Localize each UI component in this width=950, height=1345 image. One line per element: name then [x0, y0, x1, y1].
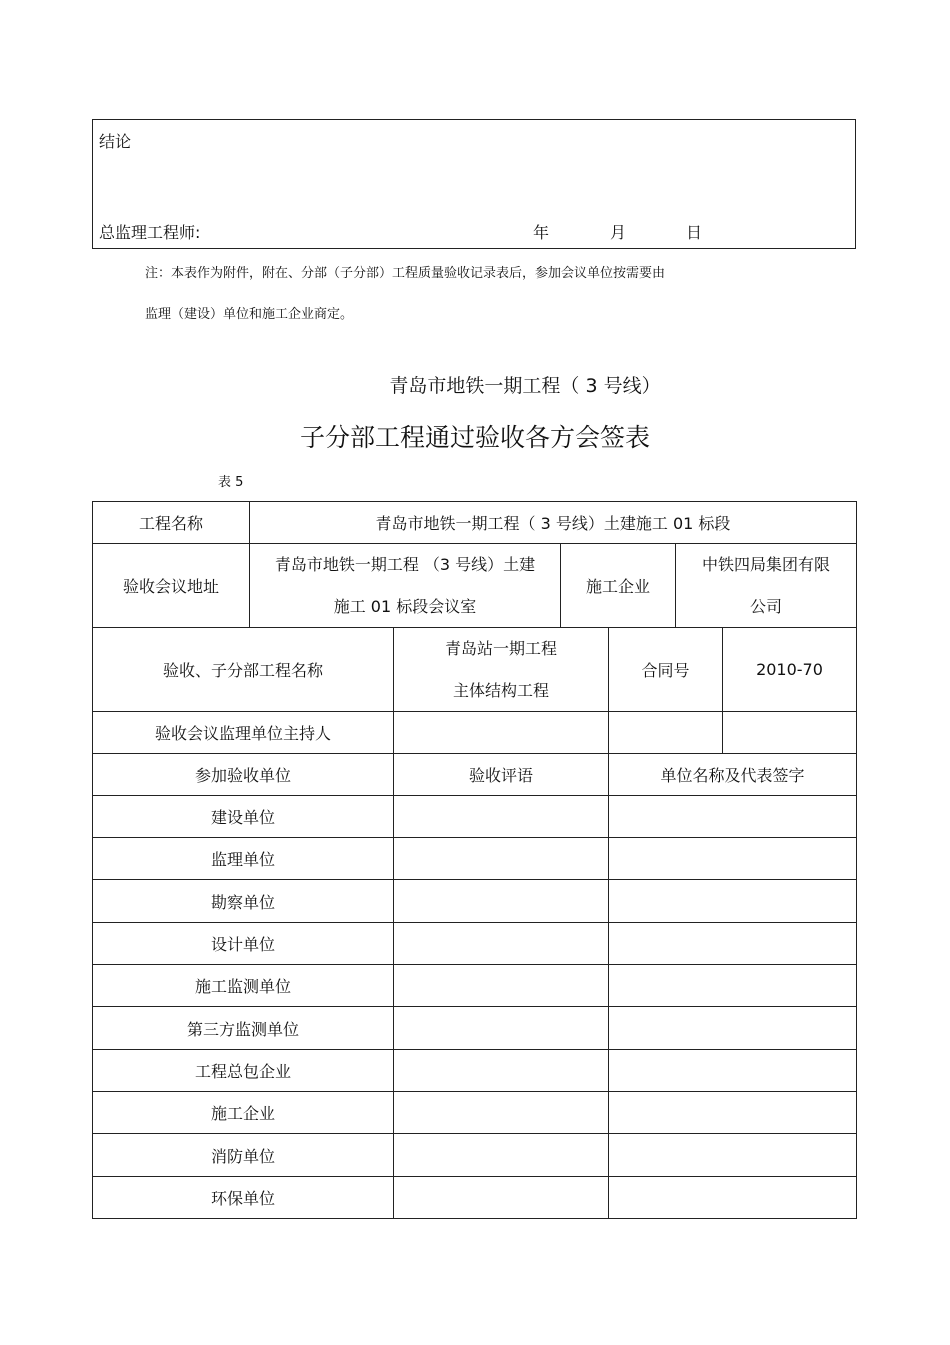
sub-project-line-2: 主体结构工程 — [452, 680, 549, 700]
unit-signature-cell — [609, 965, 856, 1006]
table-row — [92, 1007, 857, 1050]
unit-signature-cell — [609, 1050, 856, 1091]
table-row — [92, 1134, 857, 1177]
table-row-host — [92, 712, 857, 754]
unit-signature-cell — [609, 880, 856, 922]
unit-name: 环保单位 — [93, 1177, 394, 1218]
meeting-address-line-2: 施工 01 标段会议室 — [333, 596, 477, 616]
sub-project-label: 验收、子分部工程名称 — [93, 628, 394, 711]
unit-comment-cell — [394, 1134, 609, 1176]
table-row — [92, 1050, 857, 1092]
signoff-table — [92, 501, 857, 1219]
unit-signature-cell — [609, 838, 856, 879]
unit-name: 第三方监测单位 — [93, 1007, 394, 1049]
unit-comment-cell — [394, 796, 609, 837]
table-row — [92, 965, 857, 1007]
host-value-cell — [394, 712, 609, 753]
table-row — [92, 1092, 857, 1134]
unit-comment-cell — [394, 880, 609, 922]
unit-comment-cell — [394, 1092, 609, 1133]
unit-comment-cell — [394, 1177, 609, 1218]
table-row-project-name — [92, 501, 857, 544]
unit-signature-cell — [609, 1177, 856, 1218]
table-row-header — [92, 754, 857, 796]
sub-project-line-1: 青岛站一期工程 — [444, 638, 557, 658]
chief-supervisor-label: 总监理工程师: — [99, 223, 201, 242]
unit-name: 监理单位 — [93, 838, 394, 879]
unit-comment-cell — [394, 923, 609, 964]
note-line-2: 监理（建设）单位和施工企业商定。 — [145, 307, 354, 322]
table-row — [92, 1177, 857, 1219]
unit-name: 设计单位 — [93, 923, 394, 964]
host-extra-cell-2 — [723, 712, 856, 753]
contractor-line-1: 中铁四局集团有限 — [701, 554, 830, 574]
header-comments: 验收评语 — [394, 754, 609, 795]
table-row-sub-project — [92, 628, 857, 712]
project-name-label: 工程名称 — [93, 502, 250, 543]
unit-signature-cell — [609, 923, 856, 964]
unit-signature-cell — [609, 796, 856, 837]
table-row — [92, 796, 857, 838]
unit-name: 施工企业 — [93, 1092, 394, 1133]
meeting-address-line-1: 青岛市地铁一期工程 （3 号线）土建 — [274, 554, 536, 574]
host-label: 验收会议监理单位主持人 — [93, 712, 394, 753]
unit-signature-cell — [609, 1092, 856, 1133]
conclusion-label: 结论 — [99, 132, 132, 151]
unit-rows — [92, 796, 857, 1219]
unit-signature-cell — [609, 1007, 856, 1049]
project-name-value: 青岛市地铁一期工程（ 3 号线）土建施工 01 标段 — [375, 514, 731, 533]
host-extra-cell — [609, 712, 723, 753]
table-number: 表 5 — [218, 475, 244, 490]
table-row — [92, 838, 857, 880]
contract-no-value: 2010-70 — [756, 660, 823, 679]
document-title-project: 青岛市地铁一期工程（ 3 号线） — [389, 375, 661, 397]
conclusion-box — [92, 119, 856, 249]
unit-comment-cell — [394, 965, 609, 1006]
table-row-meeting-address — [92, 544, 857, 628]
meeting-address-value — [250, 544, 561, 627]
contractor-label: 施工企业 — [561, 544, 676, 627]
unit-comment-cell — [394, 1050, 609, 1091]
contractor-line-2: 公司 — [749, 596, 782, 616]
unit-name: 消防单位 — [93, 1134, 394, 1176]
unit-comment-cell — [394, 838, 609, 879]
document-title-main: 子分部工程通过验收各方会签表 — [299, 423, 650, 452]
unit-signature-cell — [609, 1134, 856, 1176]
table-row — [92, 880, 857, 923]
table-row — [92, 923, 857, 965]
note-line-1: 注：本表作为附件，附在、分部（子分部）工程质量验收记录表后，参加会议单位按需要由 — [145, 266, 666, 281]
date-day-label: 日 — [686, 223, 703, 242]
sub-project-value — [394, 628, 609, 711]
unit-name: 勘察单位 — [93, 880, 394, 922]
header-units: 参加验收单位 — [93, 754, 394, 795]
contractor-value — [676, 544, 856, 627]
date-month-label: 月 — [610, 223, 627, 242]
unit-comment-cell — [394, 1007, 609, 1049]
unit-name: 建设单位 — [93, 796, 394, 837]
unit-name: 工程总包企业 — [93, 1050, 394, 1091]
meeting-address-label: 验收会议地址 — [93, 544, 250, 627]
header-signature: 单位名称及代表签字 — [660, 766, 805, 785]
contract-no-label: 合同号 — [609, 628, 723, 711]
unit-name: 施工监测单位 — [93, 965, 394, 1006]
date-year-label: 年 — [533, 223, 550, 242]
